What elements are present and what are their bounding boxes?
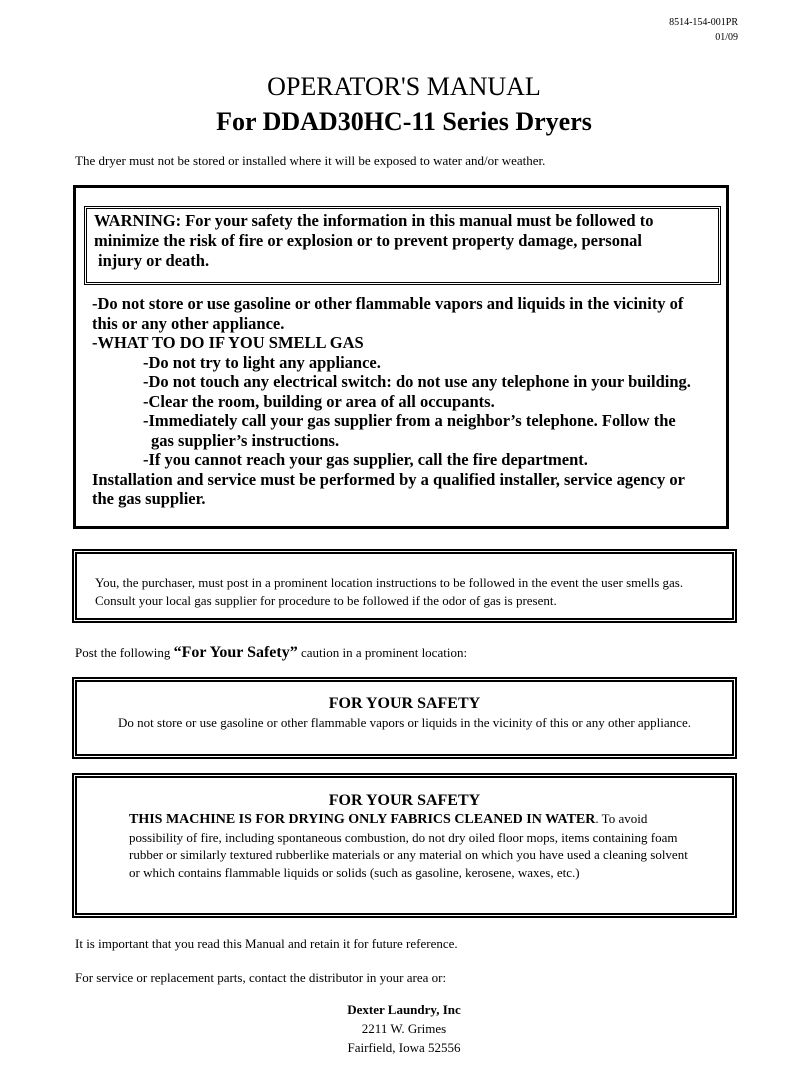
warning-line: -Do not store or use gasoline or other flammable vapors and liquids in the vicinity of xyxy=(92,294,684,313)
company-name: Dexter Laundry, Inc xyxy=(347,1002,461,1017)
warning-heading-line: minimize the risk of fire or explosion or to prevent property damage, personal xyxy=(94,231,642,250)
safety-body xyxy=(129,810,689,881)
document-number: 8514-154-001PR xyxy=(669,17,738,28)
service-contact-notice: For service or replacement parts, contact the distributor in your area or: xyxy=(75,970,447,985)
safety-caution-box-2 xyxy=(72,773,737,918)
warning-heading-box xyxy=(84,206,721,285)
safety-heading: FOR YOUR SAFETY xyxy=(328,792,481,809)
safety-bold-lead: THIS MACHINE IS FOR DRYING ONLY FABRICS CLEANED IN WATER xyxy=(129,812,596,827)
warning-line: the gas supplier. xyxy=(92,489,206,508)
safety-body: Do not store or use gasoline or other flammable vapors or liquids in the vicinity of this or any other appliance. xyxy=(118,715,691,730)
distributor-address xyxy=(0,1000,808,1057)
safety-heading: FOR YOUR SAFETY xyxy=(328,695,481,712)
warning-line: -WHAT TO DO IF YOU SMELL GAS xyxy=(92,333,364,352)
post-caution-instruction xyxy=(75,643,467,663)
manual-subtitle: For DDAD30HC-11 Series Dryers xyxy=(216,107,592,136)
warning-line: -Do not touch any electrical switch: do not use any telephone in your building. xyxy=(143,372,691,391)
storage-notice: The dryer must not be stored or installed where it will be exposed to water and/or weather. xyxy=(75,153,546,168)
city-state-zip: Fairfield, Iowa 52556 xyxy=(347,1040,461,1055)
warning-heading-line: WARNING: For your safety the information in this manual must be followed to xyxy=(94,211,654,230)
purchaser-notice-text: You, the purchaser, must post in a prominent location instructions to be followed in the event the user smells gas. Consult your local gas supplier for procedure to be followed if the odor of gas is present. xyxy=(95,575,684,608)
street-address: 2211 W. Grimes xyxy=(361,1021,447,1036)
document-number-block xyxy=(669,15,738,45)
post-text-before: Post the following xyxy=(75,645,174,660)
warning-line: -Clear the room, building or area of all occupants. xyxy=(143,391,495,411)
warning-line: -If you cannot reach your gas supplier, call the fire department. xyxy=(143,450,588,469)
warning-line: this or any other appliance. xyxy=(92,313,285,333)
warning-heading-line: injury or death. xyxy=(98,251,210,270)
warning-line: -Immediately call your gas supplier from a neighbor’s telephone. Follow the xyxy=(143,411,676,430)
warning-line: Installation and service must be performed by a qualified installer, service agency or xyxy=(92,469,685,489)
post-text-after: caution in a prominent location: xyxy=(297,645,468,660)
document-date: 01/09 xyxy=(715,32,738,43)
warning-line: -Do not try to light any appliance. xyxy=(143,352,381,372)
safety-body-text: . To avoid possibility of fire, including spontaneous combustion, do not dry oiled floor mops, items containing foam rubber or similarly textured rubberlike materials or any material on which you have used a cleaning solvent or which contains flammable liquids or solids (such as gasoline, kerosene, waxes, etc.) xyxy=(129,811,688,880)
warning-line: gas supplier’s instructions. xyxy=(151,430,340,450)
purchaser-notice-box xyxy=(72,549,737,623)
post-text-emphasis: “For Your Safety” xyxy=(173,644,298,661)
manual-title: OPERATOR'S MANUAL xyxy=(267,72,541,101)
safety-caution-box-1 xyxy=(72,677,737,759)
retain-manual-notice: It is important that you read this Manual and retain it for future reference. xyxy=(75,936,458,951)
